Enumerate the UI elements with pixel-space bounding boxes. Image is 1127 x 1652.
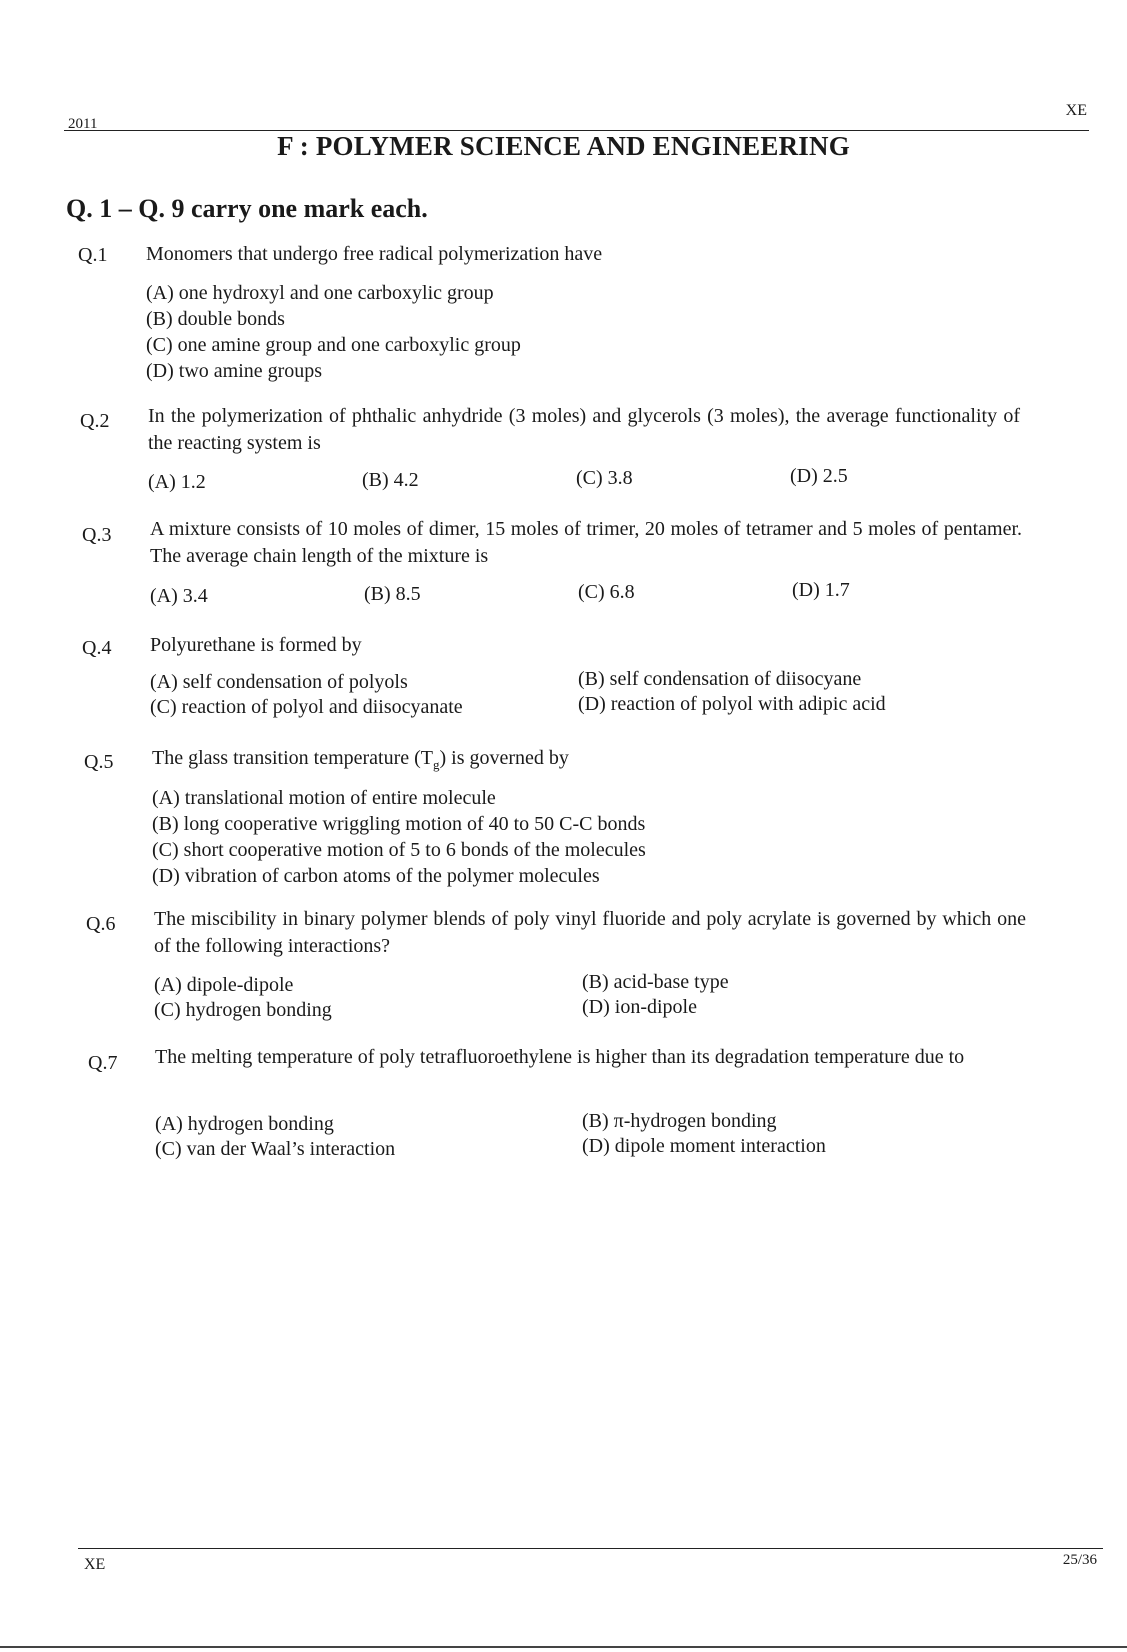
header-paper-code: XE <box>1065 102 1087 119</box>
question-number: Q.1 <box>78 244 108 266</box>
options-list <box>146 280 521 384</box>
subscript-g: g <box>433 757 440 772</box>
option-d: (D) 2.5 <box>790 465 848 487</box>
option-a: (A) hydrogen bonding <box>155 1113 334 1135</box>
option-d: (D) 1.7 <box>792 579 850 601</box>
option-c: (C) 3.8 <box>576 467 633 489</box>
option-b: (B) self condensation of diisocyane <box>578 668 862 690</box>
option-d: (D) ion-dipole <box>582 996 697 1018</box>
question-number: Q.2 <box>80 410 110 432</box>
question-number: Q.7 <box>88 1052 118 1074</box>
question-text: The melting temperature of poly tetrafluoroethylene is higher than its degradation temperature due to <box>155 1046 965 1068</box>
option-a: (A) 1.2 <box>148 471 206 493</box>
question-text: In the polymerization of phthalic anhydride (3 moles) and glycerols (3 moles), the average functionality of the reacting system is <box>148 405 1020 454</box>
footer-divider <box>78 1548 1103 1549</box>
option-a: (A) translational motion of entire molecule <box>152 787 496 809</box>
option-d: (D) reaction of polyol with adipic acid <box>578 693 886 715</box>
footer-paper-code: XE <box>84 1556 106 1573</box>
options-list <box>152 785 646 889</box>
question-text-end: ) is governed by <box>439 747 569 769</box>
question-text: Monomers that undergo free radical polymerization have <box>146 243 603 265</box>
question-text: Polyurethane is formed by <box>150 634 362 656</box>
option-b: (B) double bonds <box>146 308 285 330</box>
scan-edge-line <box>0 1646 1127 1648</box>
question-number: Q.5 <box>84 751 114 773</box>
question-text <box>152 745 1024 778</box>
option-c: (C) 6.8 <box>578 581 635 603</box>
question-number: Q.3 <box>82 524 112 546</box>
option-b: (B) 8.5 <box>364 583 421 605</box>
question-number: Q.4 <box>82 637 112 659</box>
section-heading: Q. 1 – Q. 9 carry one mark each. <box>66 194 428 223</box>
option-b: (B) 4.2 <box>362 469 419 491</box>
option-c: (C) hydrogen bonding <box>154 999 332 1021</box>
option-a: (A) self condensation of polyols <box>150 671 408 693</box>
header-year: 2011 <box>68 116 98 132</box>
question-text-start: The glass transition temperature (T <box>152 747 434 769</box>
question-number: Q.6 <box>86 913 116 935</box>
option-a: (A) dipole-dipole <box>154 974 294 996</box>
option-a: (A) 3.4 <box>150 585 208 607</box>
option-c: (C) short cooperative motion of 5 to 6 bonds of the molecules <box>152 839 646 861</box>
option-c: (C) van der Waal’s interaction <box>155 1138 396 1160</box>
option-d: (D) two amine groups <box>146 360 323 382</box>
option-d: (D) vibration of carbon atoms of the polymer molecules <box>152 865 600 887</box>
option-b: (B) long cooperative wriggling motion of 40 to 50 C-C bonds <box>152 813 646 835</box>
question-text: The miscibility in binary polymer blends of poly vinyl fluoride and poly acrylate is governed by which one of the following interactions? <box>154 908 1026 957</box>
question-text: A mixture consists of 10 moles of dimer, 15 moles of trimer, 20 moles of tetramer and 5 moles of pentamer. The average chain length of the mixture is <box>150 518 1022 567</box>
option-c: (C) one amine group and one carboxylic group <box>146 334 521 356</box>
option-b: (B) π-hydrogen bonding <box>582 1110 777 1132</box>
page-title: F : POLYMER SCIENCE AND ENGINEERING <box>277 131 850 161</box>
option-c: (C) reaction of polyol and diisocyanate <box>150 696 463 718</box>
page-number: 25/36 <box>1062 1552 1097 1568</box>
option-d: (D) dipole moment interaction <box>582 1135 826 1157</box>
option-b: (B) acid-base type <box>582 971 729 993</box>
option-a: (A) one hydroxyl and one carboxylic group <box>146 282 494 304</box>
